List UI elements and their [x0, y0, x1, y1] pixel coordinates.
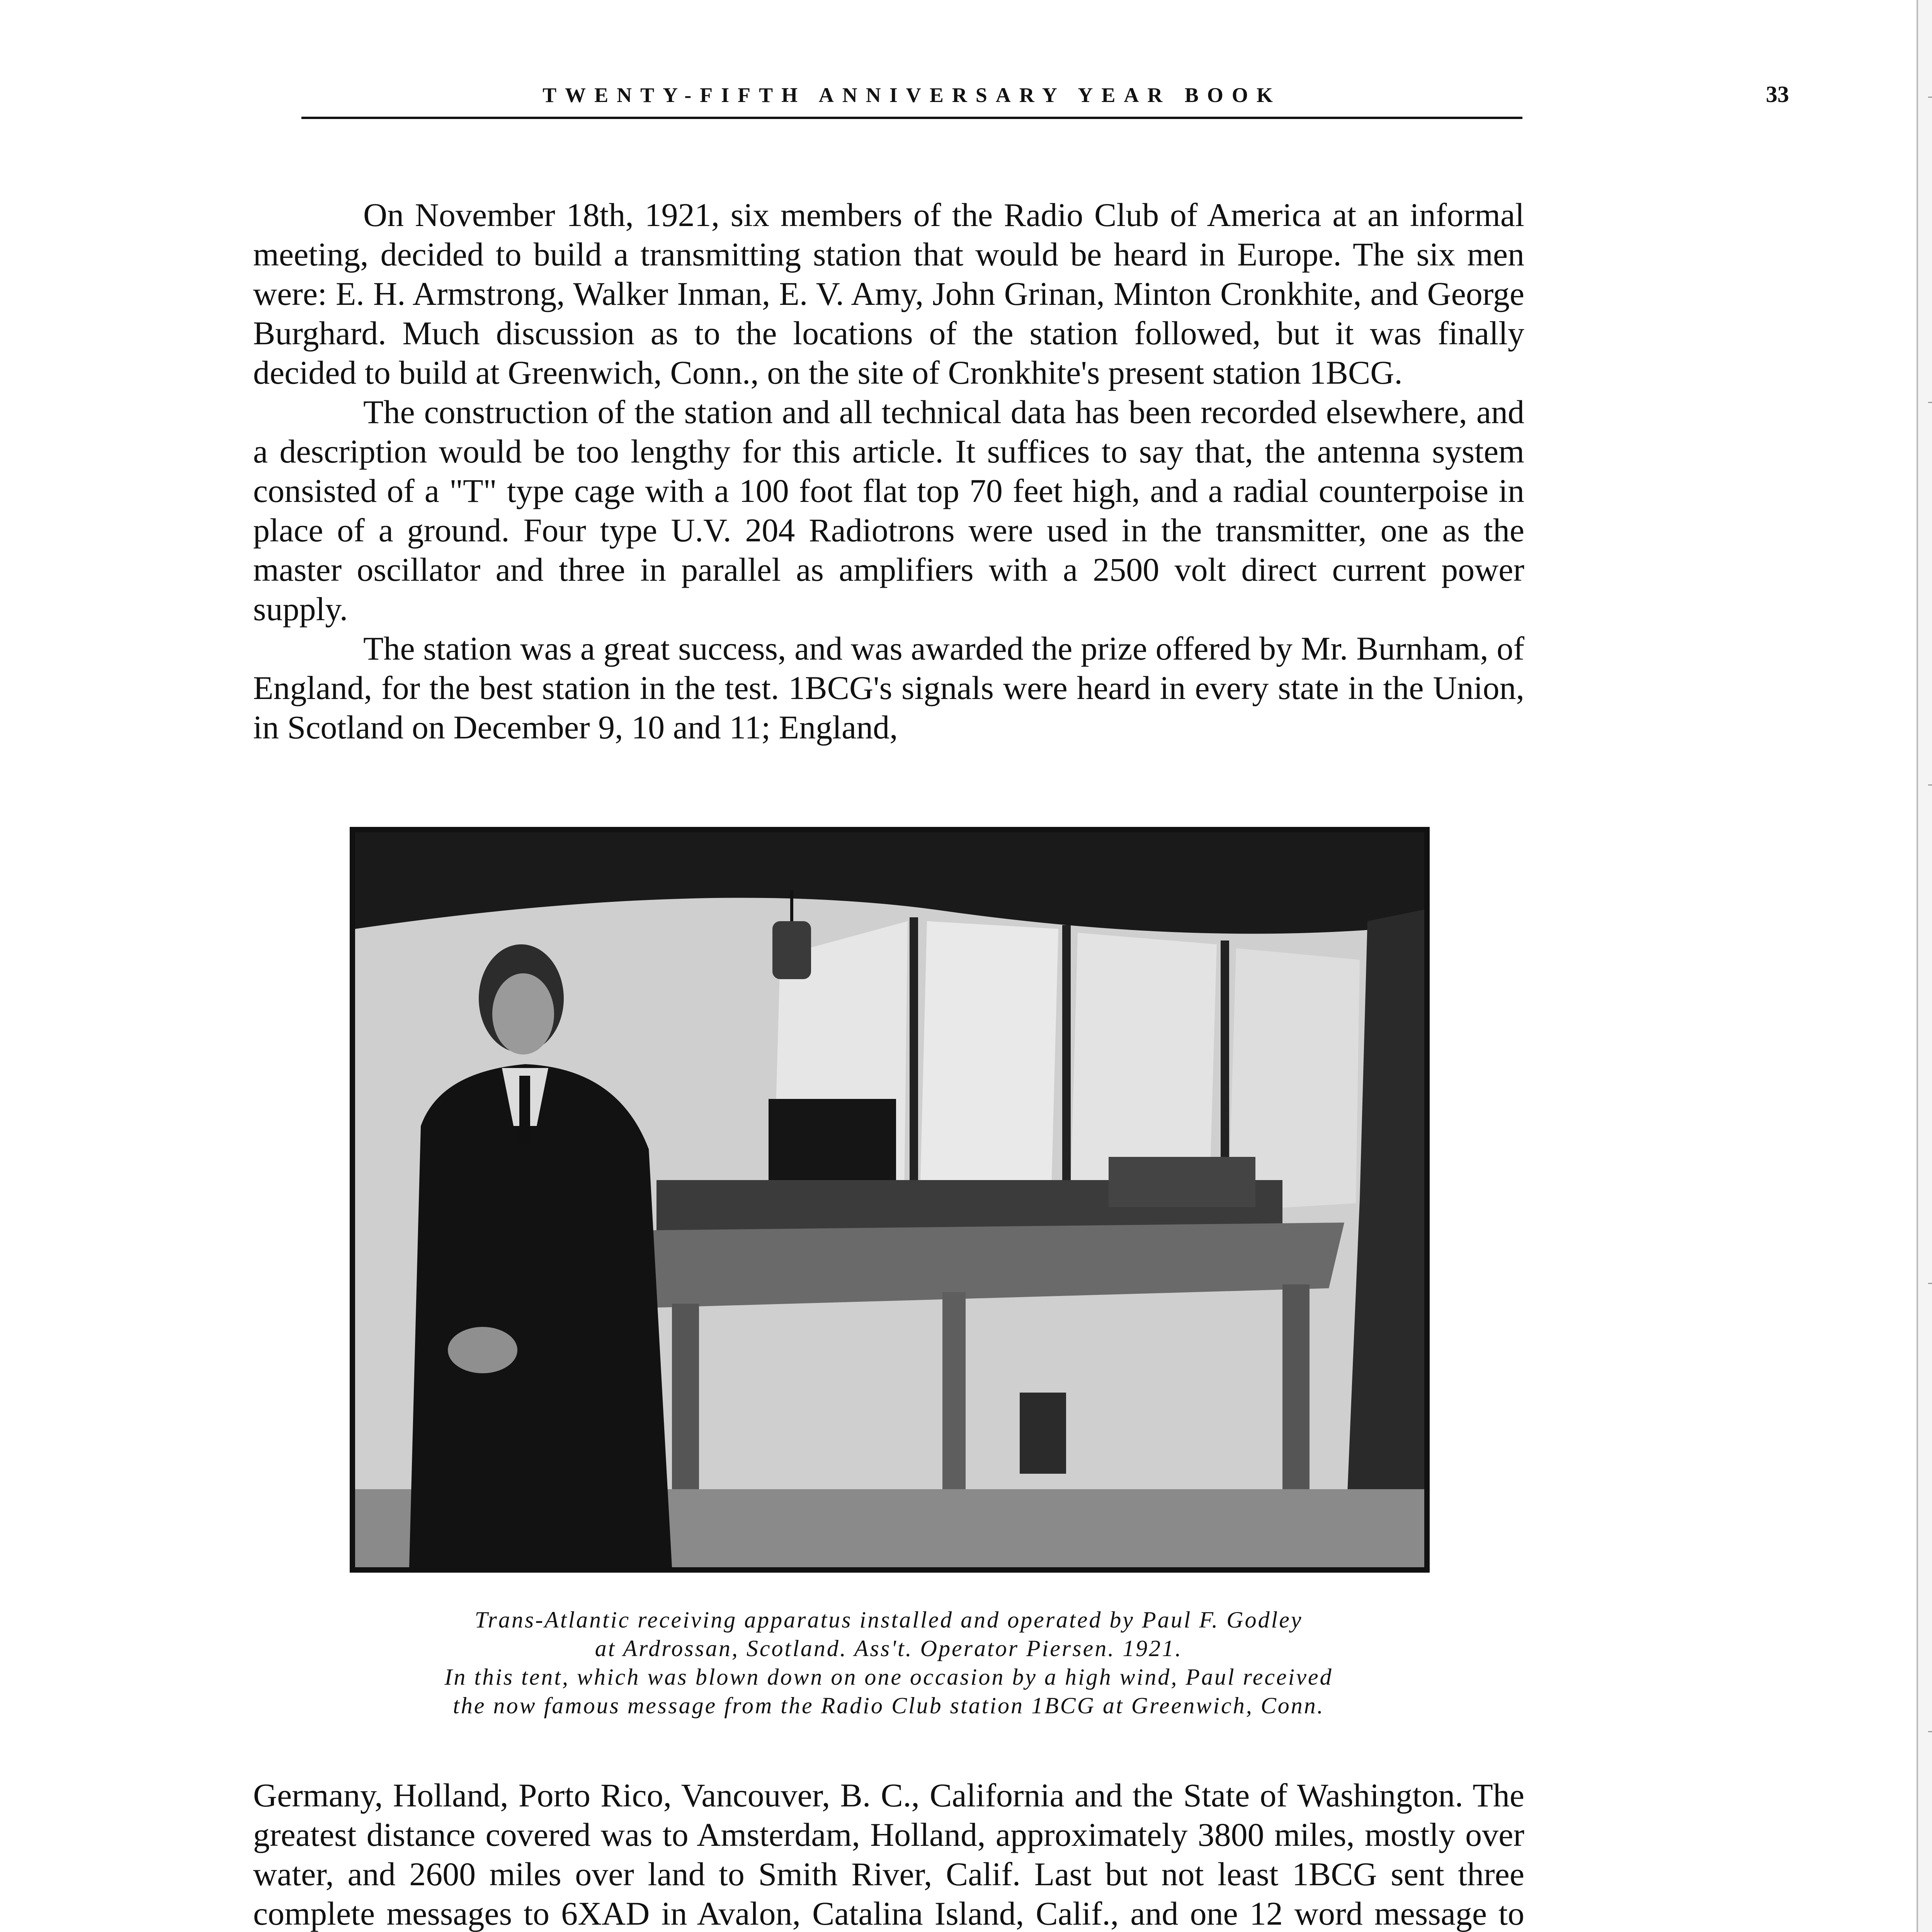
- paragraph-success: The station was a great success, and was awarded the prize offered by Mr. Burnham, of England, for the best station in the test. 1BCG's signals were heard in every state in the Union, in Scotland on December 9, 10 and 11; England,: [253, 630, 1524, 746]
- workbench-leg: [942, 1292, 966, 1509]
- operator-necktie: [519, 1076, 530, 1145]
- caption-line: In this tent, which was blown down on one occasion by a high wind, Paul received: [444, 1664, 1333, 1690]
- receiver-cabinet: [769, 1099, 896, 1184]
- page-number: 33: [1766, 82, 1789, 107]
- lantern: [772, 921, 811, 979]
- receiving-apparatus-box: [1109, 1157, 1255, 1207]
- operator-hand: [448, 1327, 517, 1373]
- running-head-rule: [301, 117, 1522, 119]
- halftone-photograph: [350, 827, 1430, 1573]
- running-head: TWENTY-FIFTH ANNIVERSARY YEAR BOOK: [543, 83, 1281, 107]
- page-edge-tick: [1928, 1731, 1932, 1732]
- floor-equipment: [1020, 1393, 1066, 1474]
- page-edge-tick: [1928, 784, 1932, 786]
- photo-caption: [270, 1605, 1507, 1720]
- closing-text-block: [253, 1776, 1524, 1932]
- caption-line: at Ardrossan, Scotland. Ass't. Operator Piersen. 1921.: [595, 1636, 1183, 1661]
- paragraph-construction: The construction of the station and all technical data has been recorded elsewhere, and a description would be too lengthy for this article. It suffices to say that, the antenna system consisted of a "T" type cage with a 100 foot flat top 70 feet high, and a radial counterpoise in place of a ground. Four type U.V. 204 Radiotrons were used in the transmitter, one as the master oscillator and three in parallel as amplifiers with a 2500 volt direct current power supply.: [253, 393, 1524, 628]
- workbench-leg: [1282, 1284, 1310, 1501]
- page-edge-tick: [1928, 97, 1932, 98]
- caption-line: the now famous message from the Radio Club station 1BCG at Greenwich, Conn.: [453, 1693, 1325, 1718]
- paragraph-distances: Germany, Holland, Porto Rico, Vancouver, B. C., California and the State of Washington. The greatest distance covered was to Amsterdam, Holland, approximately 3800 miles, mostly over water, and 2600 miles over land to Smith River, Calif. Last but not least 1BCG sent three complete messages to 6XAD in Avalon, Catalina Island, Calif., and one 12 word message to: [253, 1777, 1524, 1932]
- operator-coat: [409, 1064, 672, 1567]
- page-edge: [1917, 0, 1932, 1932]
- intro-text-block: [253, 195, 1524, 747]
- photo-scene: [355, 832, 1424, 1567]
- operator-face: [492, 973, 554, 1054]
- page-edge-tick: [1928, 402, 1932, 403]
- caption-line: Trans-Atlantic receiving apparatus installed and operated by Paul F. Godley: [474, 1607, 1303, 1633]
- workbench-leg: [672, 1304, 699, 1512]
- page-edge-tick: [1928, 1283, 1932, 1284]
- paragraph-founding: On November 18th, 1921, six members of the Radio Club of America at an informal meeting, decided to build a transmitting station that would be heard in Europe. The six men were: E. H. Armstrong, Walker Inman, E. V. Amy, John Grinan, Minton Cronkhite, and George Burghard. Much discussion as to the locations of the station followed, but it was finally decided to build at Greenwich, Conn., on the site of Cronkhite's present station 1BCG.: [253, 196, 1524, 391]
